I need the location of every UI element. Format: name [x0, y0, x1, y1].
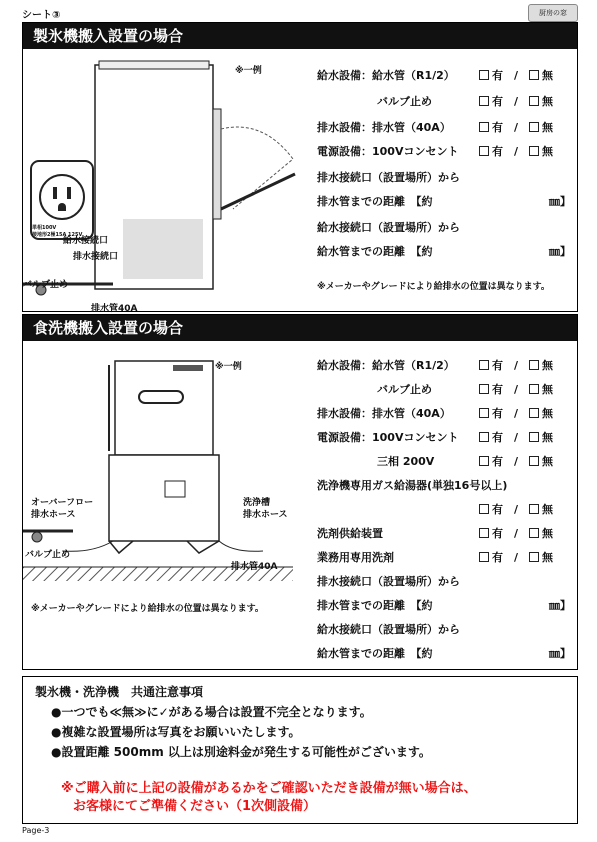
- ice-row-1-sep: /: [514, 95, 519, 108]
- dish-dist-1: 排水管までの距離 【約: [317, 599, 433, 612]
- checkbox-icon[interactable]: [479, 384, 489, 394]
- ice-dist-1: 排水管までの距離 【約: [317, 195, 433, 208]
- drain-port-label: 排水接続口: [73, 252, 119, 262]
- dish-dist-0: 排水接続口（設置場所）から: [317, 575, 460, 588]
- dish-gas-options[interactable]: [479, 501, 553, 517]
- ice-footnote: ※メーカーやグレードにより給排水の位置は異なります。: [317, 282, 550, 292]
- checkbox-icon[interactable]: [529, 408, 539, 418]
- dish-row-2-opt2: 無: [542, 407, 554, 420]
- checkbox-icon[interactable]: [479, 504, 489, 514]
- dish-row2-0-opt1: 有: [492, 527, 503, 540]
- checkbox-icon[interactable]: [529, 552, 539, 562]
- checkbox-icon[interactable]: [529, 528, 539, 538]
- checkbox-icon[interactable]: [529, 384, 539, 394]
- dish-drain-pipe-label: 排水管40A: [231, 562, 278, 572]
- dish-gas-sep: /: [514, 503, 519, 516]
- dish-gas-opt2: 無: [542, 503, 554, 516]
- dish-row-4-opt1: 有: [492, 455, 503, 468]
- note-item-1: ●複雑な設置場所は写真をお願いいたします。: [51, 725, 301, 739]
- dish-gas-opt1: 有: [492, 503, 503, 516]
- ice-dist-1-unit: ㎜】: [549, 195, 571, 208]
- ice-row-0-label: 給水設備：給水管（R1/2）: [317, 69, 455, 82]
- dish-row-3-options[interactable]: [479, 429, 553, 445]
- ice-row-2-options[interactable]: [479, 119, 553, 135]
- outlet-label-1: 単相100V: [32, 225, 57, 231]
- dishwasher-section: [22, 314, 578, 670]
- dish-dist-1-unit: ㎜】: [549, 599, 571, 612]
- dish-row2-1-opt1: 有: [492, 551, 503, 564]
- dish-footnote: ※メーカーやグレードにより給排水の位置は異なります。: [31, 604, 264, 614]
- ice-dist-3-unit: ㎜】: [549, 245, 571, 258]
- checkbox-icon[interactable]: [529, 96, 539, 106]
- checkbox-icon[interactable]: [529, 456, 539, 466]
- dish-dist-3: 給水管までの距離 【約: [317, 647, 433, 660]
- dish-row-3-label: 電源設備：100Vコンセント: [317, 431, 459, 444]
- note-item-0: ●一つでも≪無≫に✓がある場合は設置不完全となります。: [51, 705, 372, 719]
- checkbox-icon[interactable]: [529, 146, 539, 156]
- ice-row-0-sep: /: [514, 69, 519, 82]
- dish-dist-3-unit: ㎜】: [549, 647, 571, 660]
- ice-dist-3: 給水管までの距離 【約: [317, 245, 433, 258]
- checkbox-icon[interactable]: [479, 122, 489, 132]
- ice-row-3-options[interactable]: [479, 143, 553, 159]
- overflow-label-2: 排水ホース: [31, 510, 76, 520]
- dish-row2-1-sep: /: [514, 551, 519, 564]
- sheet-label: シート③: [22, 10, 61, 21]
- dish-row-3-opt1: 有: [492, 431, 503, 444]
- checkbox-icon[interactable]: [529, 360, 539, 370]
- dish-row-2-options[interactable]: [479, 405, 553, 421]
- dish-row2-0-options[interactable]: [479, 525, 553, 541]
- dish-row2-0-opt2: 無: [542, 527, 554, 540]
- dish-row-1-sep: /: [514, 383, 519, 396]
- ice-row-1-opt2: 無: [542, 95, 554, 108]
- page-number: Page-3: [22, 826, 50, 835]
- outlet-label-2: 接地形2極15A 125V: [32, 232, 83, 238]
- ice-row-1-options[interactable]: [479, 93, 553, 109]
- checkbox-icon[interactable]: [479, 528, 489, 538]
- dish-row-1-opt2: 無: [542, 383, 554, 396]
- dish-row-4-opt2: 無: [542, 455, 554, 468]
- checkbox-icon[interactable]: [479, 360, 489, 370]
- checkbox-icon[interactable]: [529, 70, 539, 80]
- ice-dist-0: 排水接続口（設置場所）から: [317, 171, 460, 184]
- dish-row2-0-label: 洗剤供給装置: [317, 527, 383, 540]
- warning-line-2: お客様にてご準備ください（1次側設備）: [73, 799, 317, 814]
- supply-port-label: 給水接続口: [63, 236, 109, 246]
- ice-row-3-opt1: 有: [492, 145, 503, 158]
- ice-row-0-opt2: 無: [542, 69, 554, 82]
- ice-row-2-label: 排水設備：排水管（40A）: [317, 121, 451, 134]
- ice-row-0-options[interactable]: [479, 67, 553, 83]
- dish-row-0-opt1: 有: [492, 359, 503, 372]
- common-notes-section: [22, 676, 578, 824]
- wash-label-2: 排水ホース: [243, 510, 288, 520]
- checkbox-icon[interactable]: [479, 456, 489, 466]
- ice-dist-2: 給水接続口（設置場所）から: [317, 221, 460, 234]
- checkbox-icon[interactable]: [479, 408, 489, 418]
- checkbox-icon[interactable]: [479, 70, 489, 80]
- dish-row-4-sep: /: [514, 455, 519, 468]
- dish-section-title: 食洗機搬入設置の場合: [23, 315, 577, 341]
- ice-row-2-opt2: 無: [542, 121, 554, 134]
- dish-row-4-label: 三相 200V: [377, 455, 435, 468]
- ice-row-1-label: バルブ止め: [377, 95, 432, 108]
- ice-machine-illustration: [23, 49, 313, 311]
- dish-row2-1-options[interactable]: [479, 549, 553, 565]
- checkbox-icon[interactable]: [479, 96, 489, 106]
- note-item-2: ●設置距離 500mm 以上は別途料金が発生する可能性がございます。: [51, 745, 431, 759]
- dish-row-0-label: 給水設備：給水管（R1/2）: [317, 359, 455, 372]
- dish-row2-1-opt2: 無: [542, 551, 554, 564]
- warning-line-1: ※ご購入前に上記の設備があるかをご確認いただき設備が無い場合は、: [61, 781, 477, 796]
- ice-row-3-sep: /: [514, 145, 519, 158]
- wash-label-1: 洗浄槽: [243, 498, 271, 508]
- checkbox-icon[interactable]: [479, 432, 489, 442]
- dish-row-2-label: 排水設備：排水管（40A）: [317, 407, 451, 420]
- dish-dist-2: 給水接続口（設置場所）から: [317, 623, 460, 636]
- dish-row-1-opt1: 有: [492, 383, 503, 396]
- checkbox-icon[interactable]: [479, 552, 489, 562]
- dish-row-0-opt2: 無: [542, 359, 554, 372]
- dish-row-4-options[interactable]: [479, 453, 553, 469]
- overflow-label-1: オーバーフロー: [31, 498, 94, 508]
- dish-row-2-opt1: 有: [492, 407, 503, 420]
- checkbox-icon[interactable]: [479, 146, 489, 156]
- ice-row-3-label: 電源設備：100Vコンセント: [317, 145, 459, 158]
- dish-gas-label: 洗浄機専用ガス給湯器(単独16号以上): [317, 479, 508, 492]
- checkbox-icon[interactable]: [529, 432, 539, 442]
- dish-row2-1-label: 業務用専用洗剤: [317, 551, 394, 564]
- valve-label: バルブ止め: [23, 280, 69, 290]
- dish-row-3-opt2: 無: [542, 431, 554, 444]
- ice-section-title: 製氷機搬入設置の場合: [23, 23, 577, 49]
- ice-machine-section: [22, 22, 578, 312]
- notes-title: 製氷機・洗浄機 共通注意事項: [35, 685, 204, 699]
- dish-row-1-label: バルブ止め: [377, 383, 432, 396]
- ice-row-1-opt1: 有: [492, 95, 503, 108]
- dish-row-1-options[interactable]: [479, 381, 553, 397]
- dish-row-0-options[interactable]: [479, 357, 553, 373]
- dish-row-3-sep: /: [514, 431, 519, 444]
- ice-row-0-opt1: 有: [492, 69, 503, 82]
- checkbox-icon[interactable]: [529, 122, 539, 132]
- ice-row-3-opt2: 無: [542, 145, 554, 158]
- ice-row-2-sep: /: [514, 121, 519, 134]
- dish-row-0-sep: /: [514, 359, 519, 372]
- checkbox-icon[interactable]: [529, 504, 539, 514]
- ice-example-label: ※一例: [235, 66, 262, 76]
- dish-valve-label: バルブ止め: [25, 550, 71, 560]
- dish-row-2-sep: /: [514, 407, 519, 420]
- ice-row-2-opt1: 有: [492, 121, 503, 134]
- brand-logo: 厨房の窓: [528, 4, 578, 22]
- dish-example-label: ※一例: [215, 362, 242, 372]
- drain-pipe-label: 排水管40A: [91, 304, 138, 314]
- dish-row2-0-sep: /: [514, 527, 519, 540]
